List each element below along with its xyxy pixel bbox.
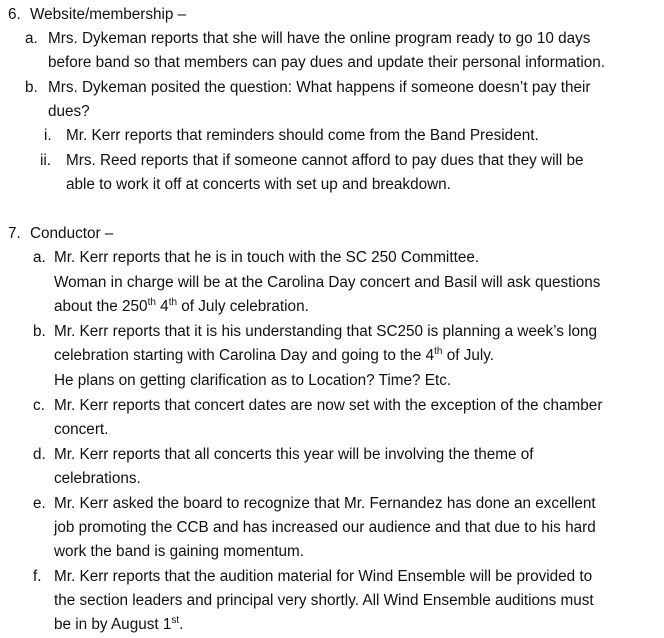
item-text-line: Mr. Kerr asked the board to recognize that Mr. Fernandez has done an excellent — [54, 495, 596, 512]
item-marker: c. — [33, 397, 45, 414]
item-text-line: be in by August 1st. — [54, 615, 184, 633]
item-marker: a. — [33, 249, 46, 266]
subitem-text-line: Mr. Kerr reports that reminders should come from the Band President. — [66, 127, 539, 144]
item-marker: a. — [25, 30, 38, 47]
subitem-text-line: Mrs. Reed reports that if someone cannot afford to pay dues that they will be — [66, 152, 584, 169]
item-text-line: Mr. Kerr reports that all concerts this year will be involving the theme of — [54, 446, 534, 463]
item-text-line: celebrations. — [54, 470, 141, 487]
item-marker: e. — [33, 495, 46, 512]
item-marker: b. — [33, 323, 46, 340]
item-text-line: dues? — [48, 103, 90, 120]
item-text-line: work the band is gaining momentum. — [54, 543, 304, 560]
section-number: 6. — [8, 6, 21, 23]
subitem-marker: i. — [44, 127, 52, 144]
item-text-line: Mrs. Dykeman posited the question: What happens if someone doesn’t pay their — [48, 79, 591, 96]
item-marker: b. — [25, 79, 38, 96]
item-text-line: Mr. Kerr reports that he is in touch with the SC 250 Committee. — [54, 249, 480, 266]
section-number: 7. — [8, 225, 21, 242]
item-text-line: Woman in charge will be at the Carolina Day concert and Basil will ask questions — [54, 274, 601, 291]
item-text-line: He plans on getting clarification as to Location? Time? Etc. — [54, 372, 452, 389]
item-text-line: Mr. Kerr reports that concert dates are now set with the exception of the chamber — [54, 397, 603, 414]
section-heading: Conductor – — [30, 225, 114, 242]
item-marker: f. — [33, 568, 42, 585]
item-text-line: concert. — [54, 421, 109, 438]
section-heading: Website/membership – — [30, 6, 187, 23]
item-text-line: celebration starting with Carolina Day and going to the 4th of July. — [54, 346, 495, 364]
item-text-line: Mrs. Dykeman reports that she will have the online program ready to go 10 days — [48, 30, 591, 47]
item-text-line: job promoting the CCB and has increased our audience and that due to his hard — [54, 519, 596, 536]
subitem-text-line: able to work it off at concerts with set up and breakdown. — [66, 176, 451, 193]
item-text-line: before band so that members can pay dues and update their personal information. — [48, 54, 605, 71]
item-text-line: Mr. Kerr reports that the audition material for Wind Ensemble will be provided to — [54, 568, 593, 585]
item-text-line: about the 250th 4th of July celebration. — [54, 297, 309, 315]
item-marker: d. — [33, 446, 46, 463]
item-text-line: the section leaders and principal very shortly. All Wind Ensemble auditions must — [54, 592, 594, 609]
subitem-marker: ii. — [40, 152, 52, 169]
item-text-line: Mr. Kerr reports that it is his understanding that SC250 is planning a week’s long — [54, 323, 598, 340]
